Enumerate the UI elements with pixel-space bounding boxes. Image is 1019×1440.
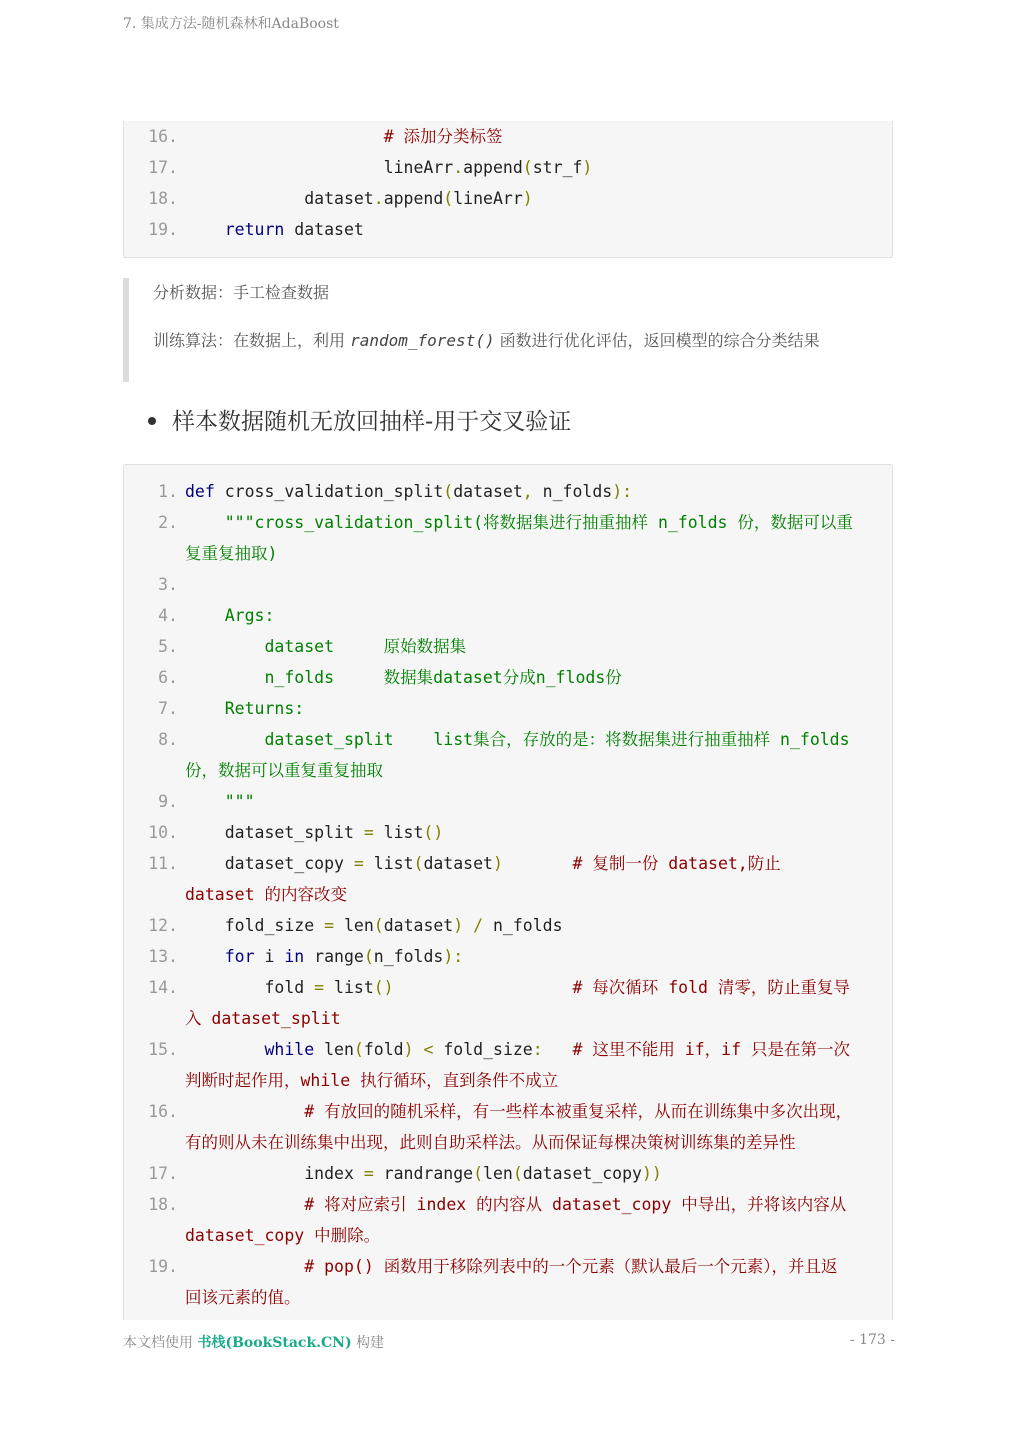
code-text: [185, 817, 892, 848]
code-text: [185, 941, 892, 972]
bullet-heading: [148, 403, 571, 436]
quote-analyze-data: 分析数据：手工检查数据: [153, 283, 330, 302]
code-token: # 每次循环 fold 清零，防止重复导: [572, 978, 850, 997]
code-token: (: [363, 947, 374, 966]
code-token: n_folds: [483, 916, 563, 935]
line-number: 1.: [158, 482, 178, 501]
code-token: (: [473, 1164, 484, 1183]
code-token: 份，数据可以重复重复抽取: [185, 761, 383, 780]
code-token: (: [353, 1040, 364, 1059]
code-line: [124, 848, 892, 910]
code-token: ,: [522, 482, 533, 501]
code-text: [185, 693, 892, 724]
code-line: [124, 786, 892, 817]
code-token: =: [324, 916, 335, 935]
code-token: len: [334, 916, 374, 935]
code-line: [124, 121, 892, 152]
line-number: 17.: [148, 158, 178, 177]
code-text: [185, 1158, 892, 1189]
code-text: [185, 1251, 892, 1282]
code-token: [185, 220, 225, 239]
code-token: ): [582, 158, 593, 177]
code-text: [185, 183, 892, 214]
code-text: [185, 152, 892, 183]
quote-train-prefix: 训练算法：在数据上，利用: [153, 331, 351, 350]
code-text: [185, 724, 892, 755]
code-token: dataset: [185, 189, 374, 208]
code-text: [185, 476, 892, 507]
code-token: ):: [443, 947, 464, 966]
code-token: =: [363, 1164, 374, 1183]
code-line: [124, 1034, 892, 1096]
line-number: 9.: [158, 792, 178, 811]
line-number: 17.: [148, 1164, 178, 1183]
quote-train-algorithm: [153, 326, 869, 355]
blockquote-notes: [123, 278, 893, 382]
line-number: 14.: [148, 978, 178, 997]
code-lines: [124, 121, 892, 245]
line-number: 16.: [148, 1102, 178, 1121]
code-line: [124, 183, 892, 214]
code-token: <: [423, 1040, 434, 1059]
code-token: # 复制一份 dataset,防止: [572, 854, 781, 873]
page-header-title: 7. 集成方法-随机森林和AdaBoost: [123, 16, 339, 32]
code-token: (: [443, 189, 454, 208]
code-token: [185, 1102, 304, 1121]
code-text: [185, 507, 892, 538]
code-token: # 有放回的随机采样，有一些样本被重复采样，从而在训练集中多次出现，: [304, 1102, 853, 1121]
code-token: # pop() 函数用于移除列表中的一个元素（默认最后一个元素），并且返: [304, 1257, 838, 1276]
code-token: [394, 978, 573, 997]
line-number: 7.: [158, 699, 178, 718]
code-token: str_f: [532, 158, 583, 177]
code-text: [185, 214, 892, 245]
code-token: dataset_copy: [522, 1164, 642, 1183]
code-token: ): [492, 854, 503, 873]
quote-train-suffix: 函数进行优化评估，返回模型的综合分类结果: [494, 331, 820, 350]
code-line: [124, 941, 892, 972]
code-wrap-continuation: [185, 1003, 892, 1034]
line-number: 12.: [148, 916, 178, 935]
code-token: n_folds: [532, 482, 613, 501]
code-token: )): [642, 1164, 662, 1183]
code-token: dataset 原始数据集: [185, 637, 467, 656]
code-token: randrange: [373, 1164, 474, 1183]
code-token: fold_size: [433, 1040, 533, 1059]
code-token: dataset: [383, 916, 454, 935]
code-text: [185, 1096, 892, 1127]
code-token: dataset_split list集合，存放的是：将数据集进行抽重抽样 n_folds: [185, 730, 850, 749]
code-token: .: [373, 189, 384, 208]
code-wrap-continuation: [185, 1127, 892, 1158]
code-line: [124, 507, 892, 569]
code-token: dataset_copy 中删除。: [185, 1226, 381, 1245]
code-token: n_folds 数据集dataset分成n_flods份: [185, 668, 622, 687]
code-token: Returns:: [185, 699, 305, 718]
code-token: def: [185, 482, 215, 501]
code-token: fold_size: [185, 916, 325, 935]
code-token: append: [463, 158, 523, 177]
code-token: fold: [363, 1040, 404, 1059]
code-token: (: [522, 158, 533, 177]
code-token: len: [314, 1040, 354, 1059]
code-token: =: [363, 823, 374, 842]
code-text: [185, 121, 892, 152]
code-line: [124, 600, 892, 631]
line-number: 19.: [148, 220, 178, 239]
code-token: [503, 854, 573, 873]
code-token: Args:: [185, 606, 275, 625]
code-token: dataset_copy: [185, 854, 354, 873]
code-token: ): [403, 1040, 414, 1059]
code-token: [543, 1040, 573, 1059]
code-token: :: [532, 1040, 543, 1059]
page-number: - 173 -: [849, 1332, 895, 1348]
code-text: [185, 786, 892, 817]
code-token: ): [522, 189, 533, 208]
line-number: 3.: [158, 575, 178, 594]
code-line: [124, 693, 892, 724]
code-block-continued: [123, 121, 893, 258]
code-token: in: [284, 947, 305, 966]
code-text: [185, 848, 892, 879]
line-number: 5.: [158, 637, 178, 656]
line-number: 19.: [148, 1257, 178, 1276]
code-line: [124, 972, 892, 1034]
code-token: # 添加分类标签: [383, 127, 503, 146]
code-text: [185, 569, 892, 600]
code-token: ):: [612, 482, 633, 501]
code-token: for: [224, 947, 255, 966]
code-wrap-continuation: [185, 879, 892, 910]
line-number: 8.: [158, 730, 178, 749]
code-token: dataset: [453, 482, 523, 501]
code-token: (: [512, 1164, 523, 1183]
code-token: dataset: [284, 220, 364, 239]
code-token: ): [453, 916, 464, 935]
line-number: 13.: [148, 947, 178, 966]
code-token: i: [254, 947, 285, 966]
code-token: return: [224, 220, 285, 239]
code-token: 判断时起作用，while 执行循环，直到条件不成立: [185, 1071, 559, 1090]
bullet-dot-icon: [148, 417, 156, 425]
code-line: [124, 817, 892, 848]
footer-prefix: 本文档使用: [123, 1335, 198, 1351]
code-token: cross_validation_split: [214, 482, 444, 501]
code-token: (: [443, 482, 454, 501]
code-token: 有的则从未在训练集中出现，此则自助采样法。从而保证每棵决策树训练集的差异性: [185, 1133, 796, 1152]
code-line: [124, 1096, 892, 1158]
code-token: lineArr: [185, 158, 454, 177]
line-number: 16.: [148, 127, 178, 146]
code-lines: [124, 476, 892, 1313]
code-token: /: [473, 916, 484, 935]
line-number: 6.: [158, 668, 178, 687]
code-text: [185, 1034, 892, 1065]
code-token: lineArr: [453, 189, 523, 208]
bullet-heading-text: 样本数据随机无放回抽样-用于交叉验证: [172, 409, 572, 435]
code-line: [124, 631, 892, 662]
footer-credit: [123, 1332, 384, 1352]
code-token: 复重复抽取): [185, 544, 278, 563]
code-token: =: [314, 978, 325, 997]
code-token: [185, 1257, 304, 1276]
code-text: [185, 1189, 892, 1220]
quote-function-name: random_forest(): [350, 331, 495, 350]
code-wrap-continuation: [185, 1065, 892, 1096]
code-token: [185, 1040, 264, 1059]
line-number: 18.: [148, 1195, 178, 1214]
code-text: [185, 662, 892, 693]
line-number: 15.: [148, 1040, 178, 1059]
code-token: n_folds: [373, 947, 444, 966]
code-line: [124, 910, 892, 941]
code-token: [463, 916, 473, 935]
code-token: while: [264, 1040, 315, 1059]
code-token: [414, 1040, 424, 1059]
code-token: range: [304, 947, 364, 966]
code-text: [185, 972, 892, 1003]
code-token: dataset 的内容改变: [185, 885, 347, 904]
code-token: list: [373, 823, 424, 842]
code-line: [124, 724, 892, 786]
code-token: dataset: [423, 854, 493, 873]
code-token: 入 dataset_split: [185, 1009, 341, 1028]
code-token: # 将对应索引 index 的内容从 dataset_copy 中导出，并将该内容从: [304, 1195, 847, 1214]
code-line: [124, 662, 892, 693]
code-token: [185, 947, 225, 966]
code-token: 回该元素的值。: [185, 1288, 301, 1307]
code-wrap-continuation: [185, 1282, 892, 1313]
code-token: dataset_split: [185, 823, 364, 842]
code-token: [185, 127, 384, 146]
code-token: (): [423, 823, 444, 842]
code-token: =: [353, 854, 364, 873]
line-number: 2.: [158, 513, 178, 532]
code-text: [185, 600, 892, 631]
code-token: # 这里不能用 if，if 只是在第一次: [572, 1040, 850, 1059]
code-wrap-continuation: [185, 538, 892, 569]
line-number: 11.: [148, 854, 178, 873]
code-text: [185, 910, 892, 941]
code-token: (): [373, 978, 394, 997]
code-token: index: [185, 1164, 364, 1183]
code-line: [124, 476, 892, 507]
code-line: [124, 214, 892, 245]
code-line: [124, 1158, 892, 1189]
code-token: list: [363, 854, 414, 873]
line-number: 10.: [148, 823, 178, 842]
code-line: [124, 152, 892, 183]
code-token: len: [483, 1164, 513, 1183]
code-token: (: [413, 854, 424, 873]
line-number: 4.: [158, 606, 178, 625]
code-token: """cross_validation_split(将数据集进行抽重抽样 n_folds 份，数据可以重: [185, 513, 853, 532]
code-token: (: [373, 916, 384, 935]
code-wrap-continuation: [185, 755, 892, 786]
code-token: list: [324, 978, 374, 997]
code-token: fold: [185, 978, 315, 997]
line-number: 18.: [148, 189, 178, 208]
code-token: .: [453, 158, 464, 177]
code-token: [185, 1195, 304, 1214]
code-wrap-continuation: [185, 1220, 892, 1251]
code-line: [124, 1189, 892, 1251]
footer-suffix: 构建: [351, 1335, 385, 1351]
code-text: [185, 631, 892, 662]
code-token: """: [185, 792, 255, 811]
code-line: [124, 1251, 892, 1313]
footer-brand-link[interactable]: 书栈(BookStack.CN): [197, 1335, 352, 1351]
code-block-cross-validation: [123, 464, 893, 1320]
code-line: [124, 569, 892, 600]
code-token: append: [383, 189, 444, 208]
